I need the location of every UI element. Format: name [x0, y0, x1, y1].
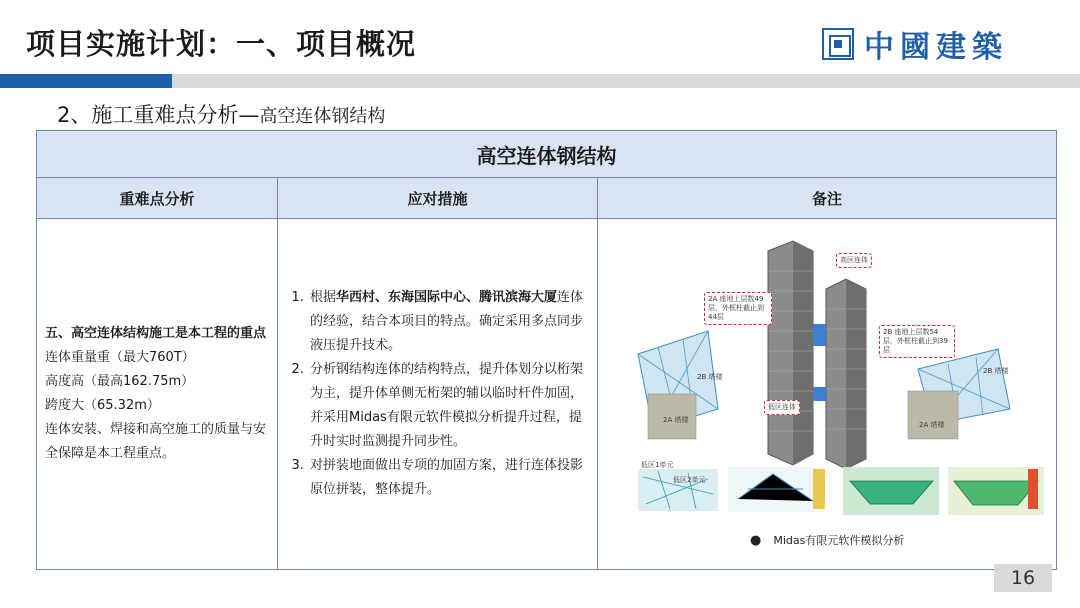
analysis-table: [36, 130, 1057, 570]
logo-mark-icon: [822, 28, 854, 60]
measure-item: [308, 358, 589, 454]
measure-text: 分析钢结构连体的结构特点，提升体划分以桁架为主，提升体单侧无桁架的辅以临时杆件加固，并采用Midas有限元软件模拟分析提升过程，提升时实时监测提升同步性。: [310, 362, 584, 449]
measure-text: 对拼装地面做出专项的加固方案，进行连体投影原位拼装，整体提升。: [310, 458, 584, 497]
logo-text: 中國建築: [864, 30, 1008, 65]
table-title: 高空连体钢结构: [37, 131, 1057, 178]
label-unit-1: 低区1单元: [641, 461, 674, 469]
caption-text: Midas有限元软件模拟分析: [773, 534, 905, 547]
column-header-measures: 应对措施: [278, 178, 598, 219]
measure-item: [308, 454, 589, 502]
analysis-cell: [37, 219, 278, 570]
label-tower-2b-left: 2B 塔楼: [697, 373, 723, 381]
tower-2a-illustration: [768, 241, 813, 465]
measure-item: [308, 286, 589, 358]
tower-2b-illustration: [826, 279, 866, 469]
label-note-2b: 2B 座地上层数54层，外框柱截止到39层: [879, 325, 955, 358]
remarks-cell: [598, 219, 1057, 570]
section-subtitle: [57, 99, 385, 129]
measure-text: 连体的经验，结合本项目的特点。确定采用多点同步液压提升技术。: [310, 290, 584, 353]
low-link-mark: [813, 387, 826, 401]
analysis-line: 连体重量重（最大760T）: [45, 350, 195, 365]
label-high-link: 高区连体: [836, 253, 872, 268]
subtitle-main: 2、施工重难点分析—: [57, 103, 260, 127]
label-tower-2a-right: 2A 塔楼: [919, 421, 945, 429]
bullet-icon: ●: [750, 533, 762, 548]
page-number: 16: [994, 564, 1052, 592]
label-unit-2: 低区2单元: [673, 476, 706, 484]
company-logo: [822, 26, 1042, 65]
column-header-analysis: 重难点分析: [37, 178, 278, 219]
figure-caption: [750, 529, 904, 553]
analysis-line: 高度高（最高162.75m）: [45, 374, 195, 389]
analysis-line: 跨度大（65.32m）: [45, 398, 160, 413]
page-title: 项目实施计划：一、项目概况: [26, 27, 417, 61]
measure-bold: 华西村、东海国际中心、腾讯滨海大厦: [336, 290, 558, 305]
column-header-remarks: 备注: [598, 178, 1057, 219]
high-link-mark: [813, 324, 826, 346]
header-band-accent: [0, 74, 172, 88]
subtitle-rest: 高空连体钢结构: [259, 106, 386, 127]
label-tower-2b-right: 2B 塔楼: [983, 367, 1009, 375]
measures-list: [286, 286, 589, 502]
measure-text: 根据: [310, 290, 337, 305]
header-band: [172, 74, 1080, 88]
structure-figure: [598, 219, 1056, 569]
label-tower-2a-left: 2A 塔楼: [663, 416, 689, 424]
label-note-2a: 2A 座地上层数49层，外框柱截止到44层: [704, 292, 772, 325]
measures-cell: [278, 219, 598, 570]
analysis-heading: 五、高空连体结构施工是本工程的重点: [45, 326, 267, 341]
analysis-line: 连体安装、焊接和高空施工的质量与安全保障是本工程重点。: [45, 422, 267, 461]
label-low-link: 低区连体: [764, 400, 800, 415]
